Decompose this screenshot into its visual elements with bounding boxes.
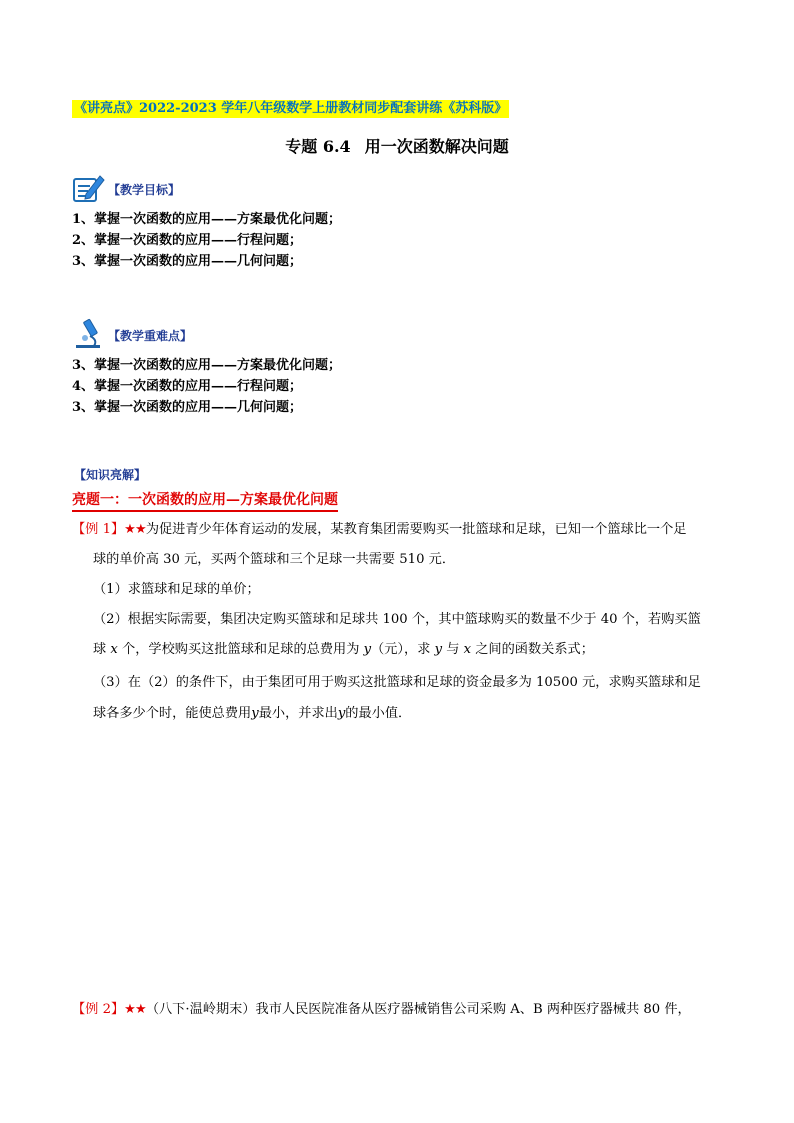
question-2-line-2: 球 x 个，学校购买这批篮球和足球的总费用为 y（元），求 y 与 x 之间的函数关系式； [93,642,594,657]
key-point-item: 3、掌握一次函数的应用——方案最优化问题； [72,358,342,373]
key-points-heading: 【教学重难点】 [108,329,193,343]
objective-item: 1、掌握一次函数的应用——方案最优化问题； [72,212,342,227]
example-1-line-1: 【例 1】★★为促进青少年体育运动的发展，某教育集团需要购买一批篮球和足球，已知一个篮球比一个足 [72,522,687,537]
objective-item: 3、掌握一次函数的应用——几何问题； [72,254,303,269]
difficulty-stars: ★★ [124,1002,146,1017]
objectives-heading: 【教学目标】 [108,183,181,197]
question-1: （1）求篮球和足球的单价； [93,582,260,597]
question-3-line-2: 球各多少个时，能使总费用y最小，并求出y的最小值． [93,706,412,721]
microscope-icon [72,318,106,350]
knowledge-heading: 【知识亮解】 [74,468,147,482]
example-1-label: 【例 1】 [72,522,125,537]
notepad-pen-icon [72,172,106,204]
question-2-line-1: （2）根据实际需要，集团决定购买篮球和足球共 100 个，其中篮球购买的数量不少于 40 个，若购买篮 [93,612,701,627]
topic-name: 用一次函数解决问题 [364,137,509,156]
difficulty-stars: ★★ [124,522,146,537]
key-point-item: 3、掌握一次函数的应用——几何问题； [72,400,303,415]
question-3-line-1: （3）在（2）的条件下，由于集团可用于购买这批篮球和足球的资金最多为 10500 元，求购买篮球和足 [93,675,701,690]
example-1-line-2: 球的单价高 30 元，买两个篮球和三个足球一共需要 510 元． [93,552,456,567]
topic-1-heading: 亮题一：一次函数的应用—方案最优化问题 [72,490,338,512]
series-banner: 《讲亮点》2022-2023 学年八年级数学上册教材同步配套讲练《苏科版》 [74,101,508,116]
example-2-line-1: 【例 2】★★（八下·温岭期末）我市人民医院准备从医疗器械销售公司采购 A、B 两种医疗器械共 80 件， [72,1002,691,1017]
objective-item: 2、掌握一次函数的应用——行程问题； [72,233,303,248]
topic-number: 专题 6.4 [285,137,351,156]
page-title [0,134,794,157]
example-2-label: 【例 2】 [72,1002,125,1017]
key-point-item: 4、掌握一次函数的应用——行程问题； [72,379,303,394]
